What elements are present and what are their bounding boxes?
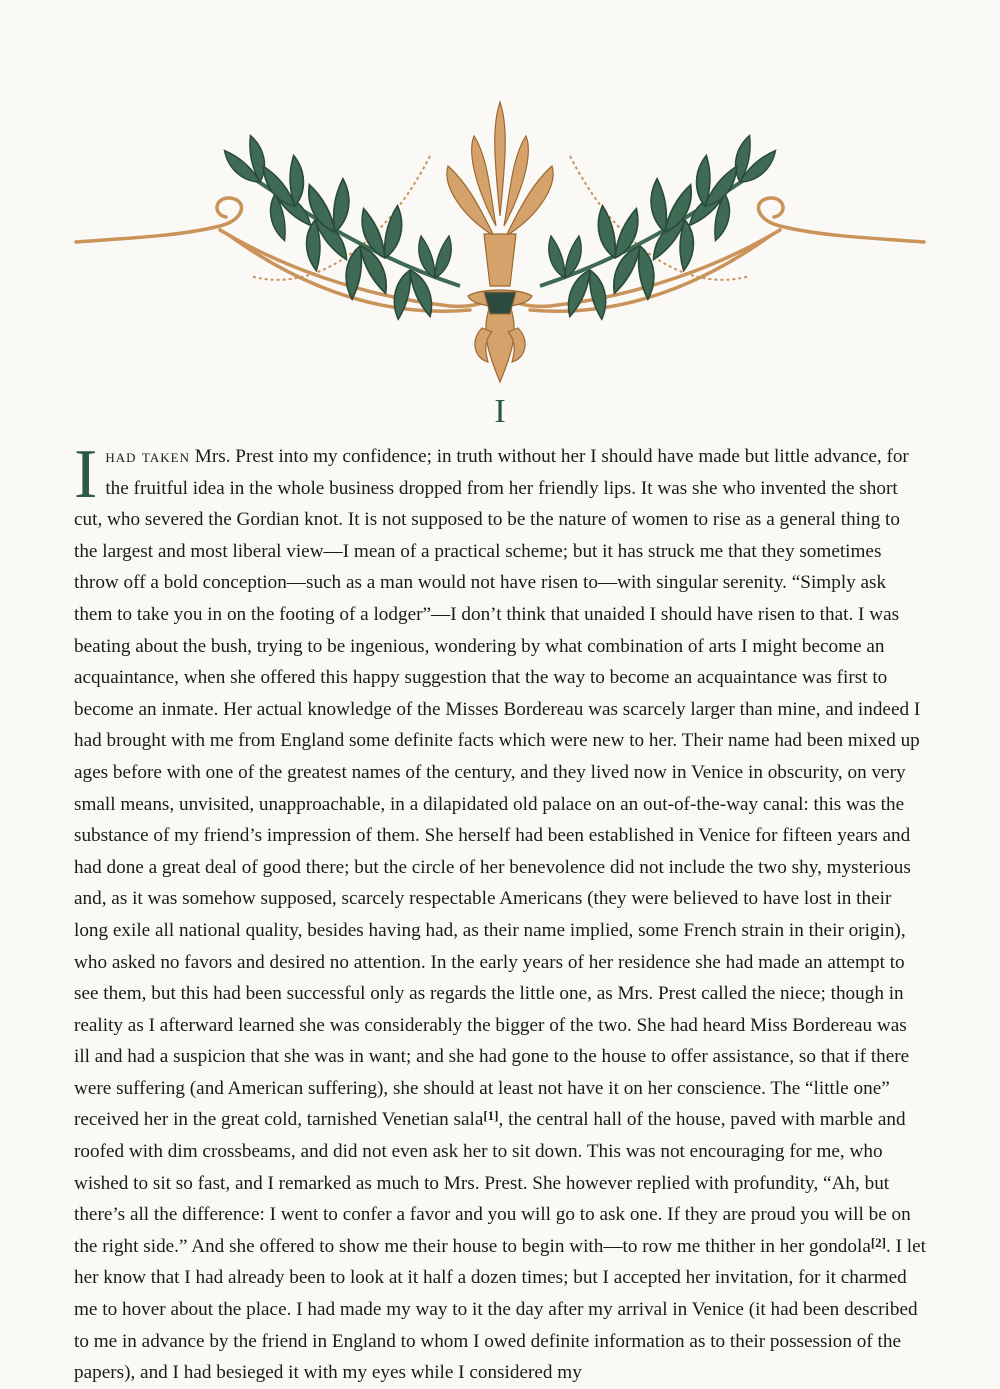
footnote-ref-1[interactable]: [1] <box>483 1108 499 1124</box>
text-segment: Mrs. Prest into my confidence; in truth without her I should have made but little advance, for the fruitful idea in the whole business dropped from her friendly lips. It was she who invented the short cut, who severed the Gordian knot. It is not supposed to be the nature of women to rise as a general thing to the largest and most liberal view—I mean of a practical scheme; but it has struck me that they sometimes throw off a bold conception—such as a man would not have risen to—with singular serenity. “Simply ask them to take you in on the footing of a lodger”—I don’t think that unaided I should have risen to that. I was beating about the bush, trying to be ingenious, wondering by what combination of arts I might become an acquaintance, when she offered this happy suggestion that the way to become an acquaintance was first to become an inmate. Her actual knowledge of the Misses Bordereau was scarcely larger than mine, and indeed I had brought with me from England some definite facts which were new to her. Their name had been mixed up ages before with one of the greatest names of the century, and they lived now in Venice in obscurity, on very small means, unvisited, unapproachable, in a dilapidated old palace on an out-of-the-way canal: this was the substance of my friend’s impression of them. She herself had been established in Venice for fifteen years and had done a great deal of good there; but the circle of her benevolence did not include the two shy, mysterious and, as it was somehow supposed, scarcely respectable Americans (they were believed to have lost in their long exile all national quality, besides having had, as their name implied, some French strain in their origin), who asked no favors and desired no attention. In the early years of her residence she had made an attempt to see them, but this had been successful only as regards the little one, as Mrs. Prest called the niece; though in reality as I afterward learned she was considerably the bigger of the two. She had heard Miss Bordereau was ill and had a suspicion that she was in want; and she had gone to the house to offer assistance, so that if there were suffering (and American suffering), she should at least not have it on her conscience. The “little one” received her in the great cold, tarnished Venetian sala <box>74 446 921 1131</box>
text-segment: , the central hall of the house, paved with marble and roofed with dim crossbeams, and did not even ask her to sit down. This was not encouraging for me, who wished to sit so fast, and I remarked as much to Mrs. Prest. She however replied with profundity, “Ah, but there’s all the difference: I went to confer a favor and you will go to ask one. If they are proud you will be on the right side.” And she offered to show me their house to begin with—to row me thither in her gondola <box>74 1109 911 1257</box>
ornamental-header-icon <box>70 96 930 388</box>
chapter-body-text <box>74 436 926 1389</box>
lead-in-small-caps: had taken <box>105 446 190 466</box>
drop-cap: I <box>74 436 98 513</box>
text-segment: . I let her know that I had already been to look at it half a dozen times; but I accepted her invitation, for it charmed me to hover about the place. I had made my way to it the day after my arrival in Venice (it had been described to me in advance by the friend in England to whom I owed definite information as to their possession of the papers), and I had besieged it with my eyes while I considered my <box>74 1235 926 1384</box>
footnote-ref-2[interactable]: [2] <box>870 1234 887 1250</box>
chapter-number: I <box>494 393 506 430</box>
